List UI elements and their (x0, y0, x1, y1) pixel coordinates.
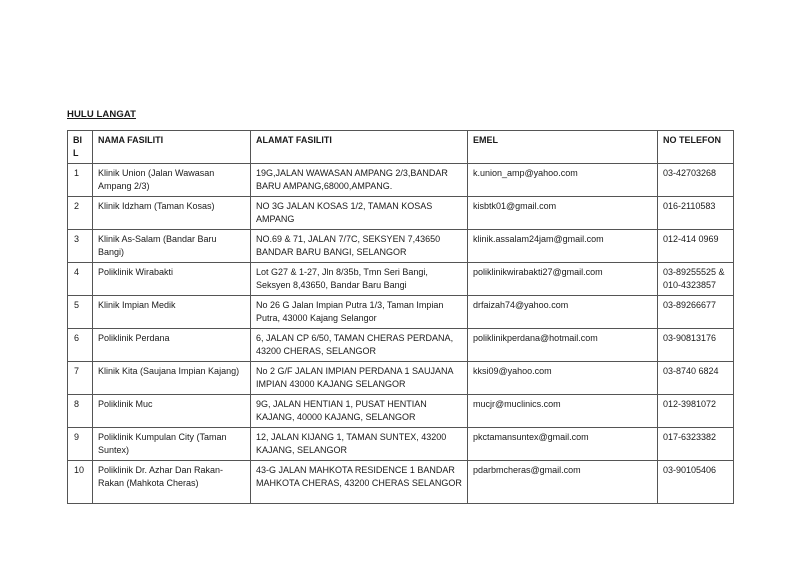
table-row (68, 395, 734, 428)
table-row (68, 197, 734, 230)
header-no-telefon: NO TELEFON (658, 131, 734, 164)
table-row (68, 362, 734, 395)
facility-phone (658, 197, 734, 230)
table-row (68, 428, 734, 461)
header-alamat-fasiliti: ALAMAT FASILITI (251, 131, 468, 164)
facility-email: kisbtk01@gmail.com (468, 197, 658, 230)
facility-phone (658, 296, 734, 329)
facility-address: 9G, JALAN HENTIAN 1, PUSAT HENTIAN KAJANG, 40000 KAJANG, SELANGOR (251, 395, 468, 428)
facilities-table (67, 130, 734, 504)
phone-number: 012-414 0969 (663, 234, 719, 244)
row-number: 6 (68, 329, 93, 362)
header-nama-fasiliti: NAMA FASILITI (93, 131, 251, 164)
section-title: HULU LANGAT (67, 109, 136, 120)
facility-email: poliklinikperdana@hotmail.com (468, 329, 658, 362)
facility-address: NO 3G JALAN KOSAS 1/2, TAMAN KOSAS AMPANG (251, 197, 468, 230)
phone-number-secondary: 010-4323857 (663, 280, 717, 290)
facility-address: 19G,JALAN WAWASAN AMPANG 2/3,BANDAR BARU AMPANG,68000,AMPANG. (251, 164, 468, 197)
facility-email: pkctamansuntex@gmail.com (468, 428, 658, 461)
phone-number: 03-90813176 (663, 333, 717, 343)
row-number: 5 (68, 296, 93, 329)
table-row (68, 263, 734, 296)
table-row (68, 230, 734, 263)
row-number: 2 (68, 197, 93, 230)
facility-email: k.union_amp@yahoo.com (468, 164, 658, 197)
facility-email: poliklinikwirabakti27@gmail.com (468, 263, 658, 296)
facility-email: klinik.assalam24jam@gmail.com (468, 230, 658, 263)
facility-name: Klinik Impian Medik (93, 296, 251, 329)
facility-address: No 26 G Jalan Impian Putra 1/3, Taman Impian Putra, 43000 Kajang Selangor (251, 296, 468, 329)
facility-address: Lot G27 & 1-27, Jln 8/35b, Tmn Seri Bangi, Seksyen 8,43650, Bandar Baru Bangi (251, 263, 468, 296)
facility-name: Klinik Idzham (Taman Kosas) (93, 197, 251, 230)
facility-address: NO.69 & 71, JALAN 7/7C, SEKSYEN 7,43650 BANDAR BARU BANGI, SELANGOR (251, 230, 468, 263)
table-body (68, 164, 734, 504)
facility-name: Poliklinik Kumpulan City (Taman Suntex) (93, 428, 251, 461)
phone-number: 03-89255525 & (663, 267, 725, 277)
table-row (68, 329, 734, 362)
phone-number: 016-2110583 (663, 201, 716, 211)
facility-phone (658, 164, 734, 197)
row-number: 8 (68, 395, 93, 428)
phone-number: 03-8740 6824 (663, 366, 719, 376)
facility-name: Poliklinik Perdana (93, 329, 251, 362)
facility-phone (658, 263, 734, 296)
row-number: 10 (68, 461, 93, 504)
row-number: 3 (68, 230, 93, 263)
facility-email: drfaizah74@yahoo.com (468, 296, 658, 329)
phone-number: 03-90105406 (663, 465, 717, 475)
facility-name: Klinik Union (Jalan Wawasan Ampang 2/3) (93, 164, 251, 197)
phone-number: 03-42703268 (663, 168, 717, 178)
table-row (68, 461, 734, 504)
facility-phone (658, 461, 734, 504)
facility-name: Poliklinik Muc (93, 395, 251, 428)
facility-phone (658, 362, 734, 395)
facility-address: 6, JALAN CP 6/50, TAMAN CHERAS PERDANA, 43200 CHERAS, SELANGOR (251, 329, 468, 362)
table-row (68, 164, 734, 197)
facility-email: mucjr@muclinics.com (468, 395, 658, 428)
facility-address: 43-G JALAN MAHKOTA RESIDENCE 1 BANDAR MAHKOTA CHERAS, 43200 CHERAS SELANGOR (251, 461, 468, 504)
facility-address: No 2 G/F JALAN IMPIAN PERDANA 1 SAUJANA IMPIAN 43000 KAJANG SELANGOR (251, 362, 468, 395)
row-number: 7 (68, 362, 93, 395)
facility-phone (658, 428, 734, 461)
facility-email: kksi09@yahoo.com (468, 362, 658, 395)
facility-name: Poliklinik Dr. Azhar Dan Rakan-Rakan (Mahkota Cheras) (93, 461, 251, 504)
header-emel: EMEL (468, 131, 658, 164)
row-number: 9 (68, 428, 93, 461)
facility-phone (658, 329, 734, 362)
table-header-row (68, 131, 734, 164)
phone-number: 012-3981072 (663, 399, 717, 409)
phone-number: 03-89266677 (663, 300, 717, 310)
row-number: 1 (68, 164, 93, 197)
header-bil: BIL (68, 131, 93, 164)
row-number: 4 (68, 263, 93, 296)
facility-name: Poliklinik Wirabakti (93, 263, 251, 296)
facility-phone (658, 230, 734, 263)
facility-name: Klinik As-Salam (Bandar Baru Bangi) (93, 230, 251, 263)
table-row (68, 296, 734, 329)
facility-address: 12, JALAN KIJANG 1, TAMAN SUNTEX, 43200 KAJANG, SELANGOR (251, 428, 468, 461)
facility-email: pdarbmcheras@gmail.com (468, 461, 658, 504)
phone-number: 017-6323382 (663, 432, 717, 442)
facility-phone (658, 395, 734, 428)
facility-name: Klinik Kita (Saujana Impian Kajang) (93, 362, 251, 395)
